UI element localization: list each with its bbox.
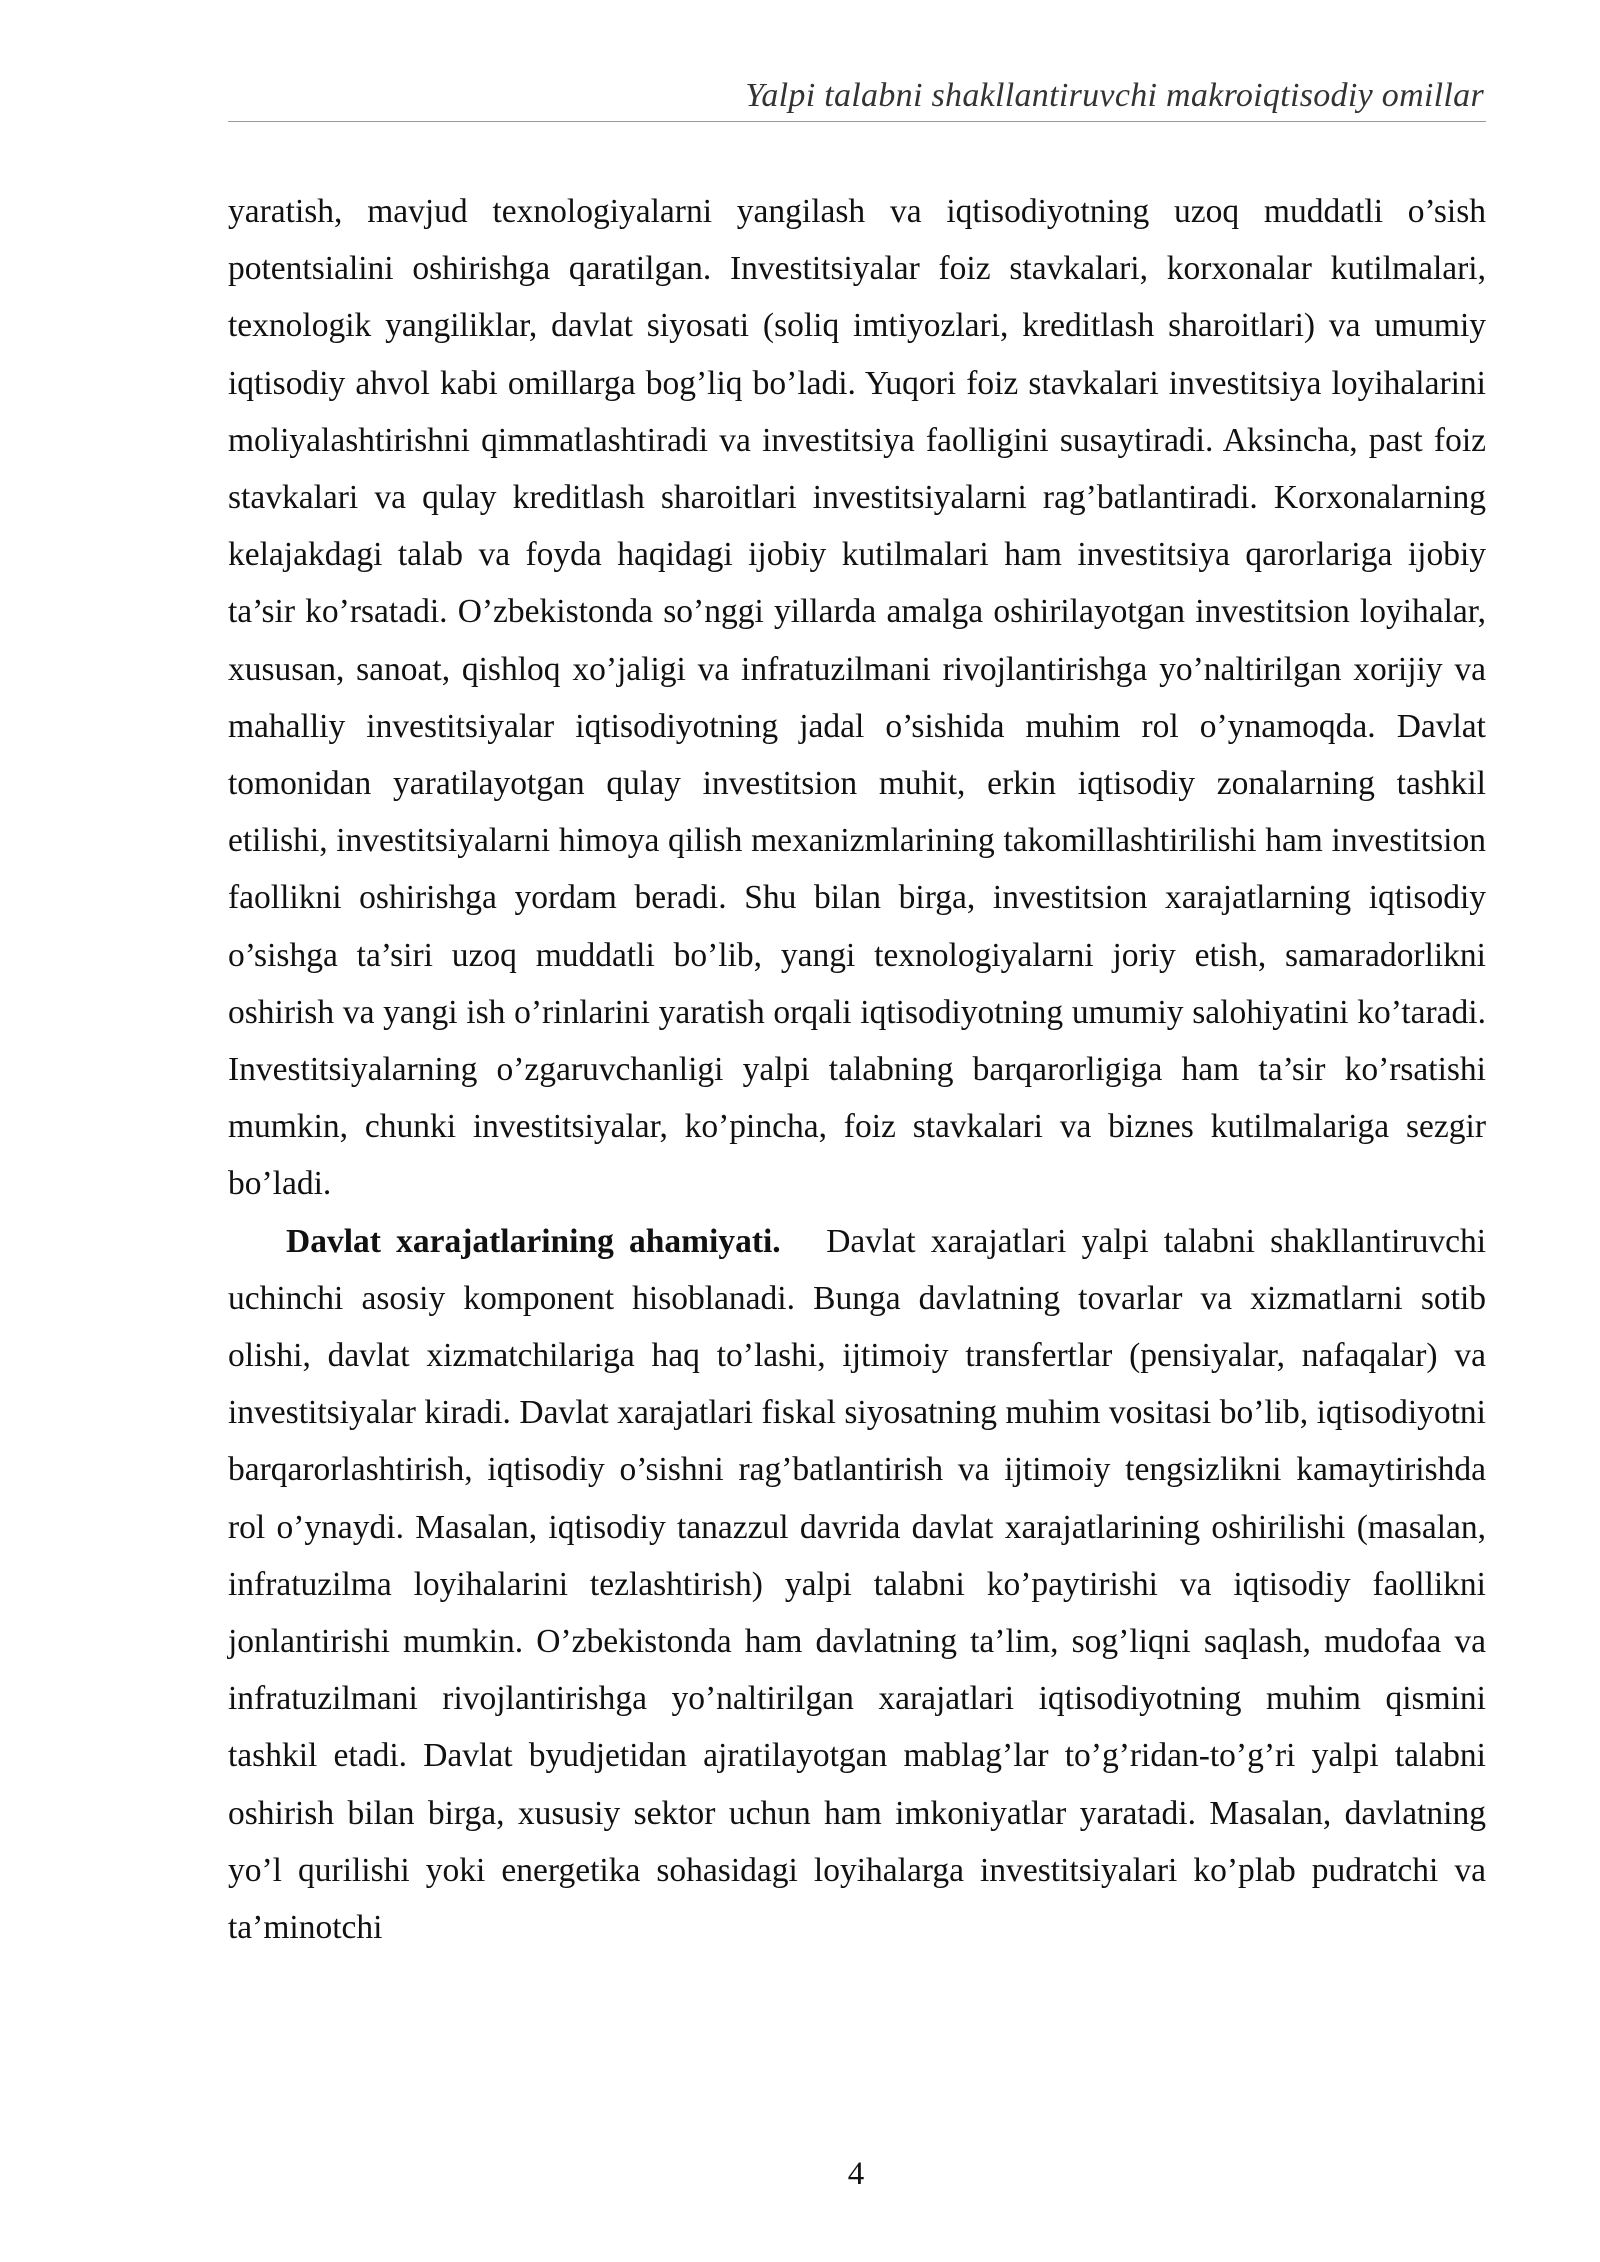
paragraph-government-spending-text: Davlat xarajatlari yalpi talabni shakllantiruvchi uchinchi asosiy komponent hisoblanadi. Bunga davlatning tovarlar va xizmatlarni sotib olishi, davlat xizmatchilariga haq to’lashi, ijtimoiy transfertlar (pensiyalar, nafaqalar) va investitsiyalar kiradi. Davlat xarajatlari fiskal siyosatning muhim vositasi bo’lib, iqtisodiyotni barqarorlashtirish, iqtisodiy o’sishni rag’batlantirish va ijtimoiy tengsizlikni kamaytirishda rol o’ynaydi. Masalan, iqtisodiy tanazzul davrida davlat xarajatlarining oshirilishi (masalan, infratuzilma loyihalarini tezlashtirish) yalpi talabni ko’paytirishi va iqtisodiy faollikni jonlantirishi mumkin. O’zbekistonda ham davlatning ta’lim, sog’liqni saqlash, mudofaa va infratuzilmani rivojlantirishga yo’naltirilgan xarajatlari iqtisodiyotning muhim qismini tashkil etadi. Davlat byudjetidan ajratilayotgan mablag’lar to’g’ridan-to’g’ri yalpi talabni oshirish bilan birga, xususiy sektor uchun ham imkoniyatlar yaratadi. Masalan, davlatning yo’l qurilishi yoki energetika sohasidagi loyihalarga investitsiyalari ko’plab pudratchi va ta’minotchi — [228, 1222, 1486, 1947]
header-divider — [228, 121, 1486, 122]
body-text — [228, 183, 1486, 1956]
paragraph-investment: yaratish, mavjud texnologiyalarni yangilash va iqtisodiyotning uzoq muddatli o’sish potentsialini oshirishga qaratilgan. Investitsiyalar foiz stavkalari, korxonalar kutilmalari, texnologik yangiliklar, davlat siyosati (soliq imtiyozlari, kreditlash sharoitlari) va umumiy iqtisodiy ahvol kabi omillarga bog’liq bo’ladi. Yuqori foiz stavkalari investitsiya loyihalarini moliyalashtirishni qimmatlashtiradi va investitsiya faolligini susaytiradi. Aksincha, past foiz stavkalari va qulay kreditlash sharoitlari investitsiyalarni rag’batlantiradi. Korxonalarning kelajakdagi talab va foyda haqidagi ijobiy kutilmalari ham investitsiya qarorlariga ijobiy ta’sir ko’rsatadi. O’zbekistonda so’nggi yillarda amalga oshirilayotgan investitsion loyihalar, xususan, sanoat, qishloq xo’jaligi va infratuzilmani rivojlantirishga yo’naltirilgan xorijiy va mahalliy investitsiyalar iqtisodiyotning jadal o’sishida muhim rol o’ynamoqda. Davlat tomonidan yaratilayotgan qulay investitsion muhit, erkin iqtisodiy zonalarning tashkil etilishi, investitsiyalarni himoya qilish mexanizmlarining takomillashtirilishi ham investitsion faollikni oshirishga yordam beradi. Shu bilan birga, investitsion xarajatlarning iqtisodiy o’sishga ta’siri uzoq muddatli bo’lib, yangi texnologiyalarni joriy etish, samaradorlikni oshirish va yangi ish o’rinlarini yaratish orqali iqtisodiyotning umumiy salohiyatini ko’taradi. Investitsiyalarning o’zgaruvchanligi yalpi talabning barqarorligiga ham ta’sir ko’rsatishi mumkin, chunki investitsiyalar, ko’pincha, foiz stavkalari va biznes kutilmalariga sezgir bo’ladi. — [228, 193, 1486, 1203]
section-heading-government-spending: Davlat xarajatlarining ahamiyati. — [286, 1222, 781, 1260]
page-number: 4 — [847, 2156, 865, 2192]
paragraph-government-spending — [228, 1213, 1486, 1957]
running-header-title: Yalpi talabni shakllantiruvchi makroiqtisodiy omillar — [745, 77, 1484, 114]
